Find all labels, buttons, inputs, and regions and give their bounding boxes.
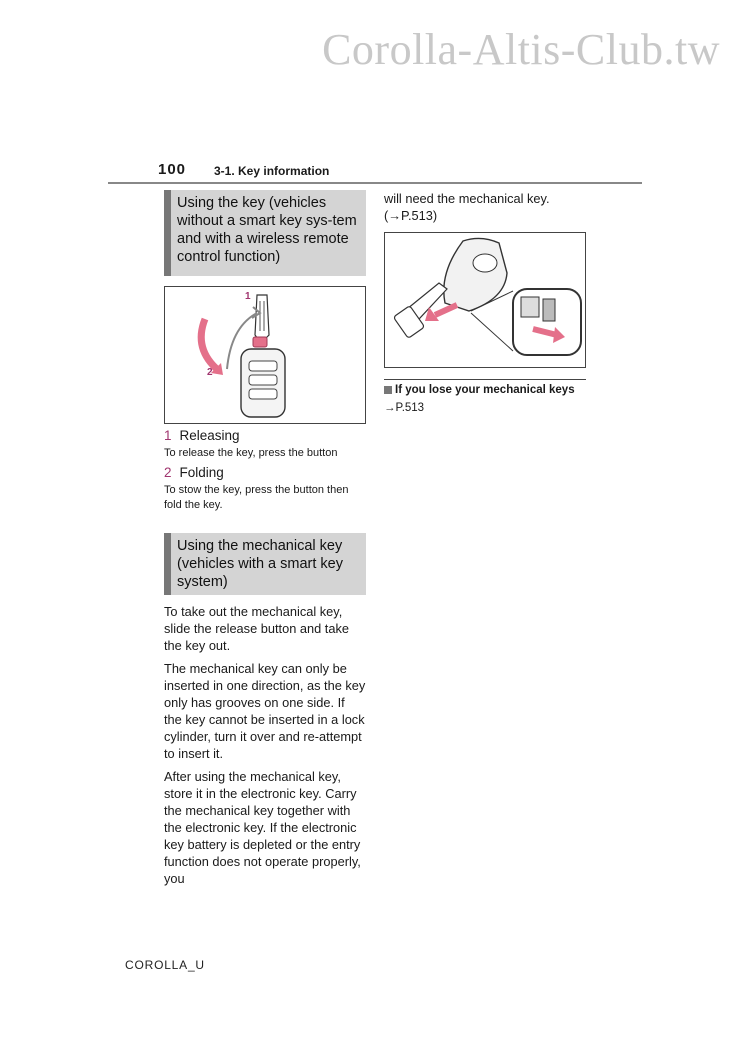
step-label: Folding	[179, 465, 224, 480]
step-1	[164, 428, 366, 461]
square-bullet-icon	[384, 386, 392, 394]
step-number: 1	[164, 428, 172, 443]
step-number: 2	[164, 465, 172, 480]
section-label: 3-1. Key information	[214, 164, 330, 178]
paragraph: The mechanical key can only be inserted in one direction, as the key only has grooves on one side. If the key cannot be inserted in a lock cylinder, turn it over and re-attempt to insert it.	[164, 661, 366, 761]
footer-code: COROLLA_U	[125, 958, 205, 972]
body-text	[164, 603, 366, 887]
continued-text: will need the mechanical key.	[384, 191, 550, 206]
right-column	[384, 190, 586, 414]
note-divider	[384, 379, 586, 380]
step-description: To release the key, press the button	[164, 447, 338, 459]
note-heading	[384, 384, 586, 397]
left-column	[164, 190, 366, 893]
smart-key-illustration	[385, 233, 585, 367]
note-reference: →P.513	[384, 402, 425, 414]
page-number: 100	[158, 161, 187, 178]
continued-ref: (→P.513)	[384, 208, 438, 223]
figure-smart-key	[384, 232, 586, 368]
note-title: If you lose your mechanical keys	[395, 384, 575, 396]
step-description: To stow the key, press the button then fold the key.	[164, 484, 349, 511]
paragraph: To take out the mechanical key, slide the release button and take the key out.	[164, 604, 349, 653]
header-rule	[108, 182, 642, 184]
heading-using-key: Using the key (vehicles without a smart key sys-tem and with a wireless remote control function)	[164, 190, 366, 276]
key-fold-illustration	[165, 287, 365, 423]
figure-label-1: 1	[245, 291, 251, 302]
paragraph: After using the mechanical key, store it in the electronic key. Carry the mechanical key together with the electronic key. If the electronic key battery is depleted or the entry function does not operate properly, you	[164, 769, 361, 886]
figure-label-2: 2	[207, 367, 213, 378]
figure-key-fold	[164, 286, 366, 424]
step-label: Releasing	[179, 428, 240, 443]
watermark: Corolla-Altis-Club.tw	[322, 25, 720, 74]
step-2	[164, 465, 366, 513]
heading-mechanical-key: Using the mechanical key (vehicles with a smart key system)	[164, 533, 366, 595]
